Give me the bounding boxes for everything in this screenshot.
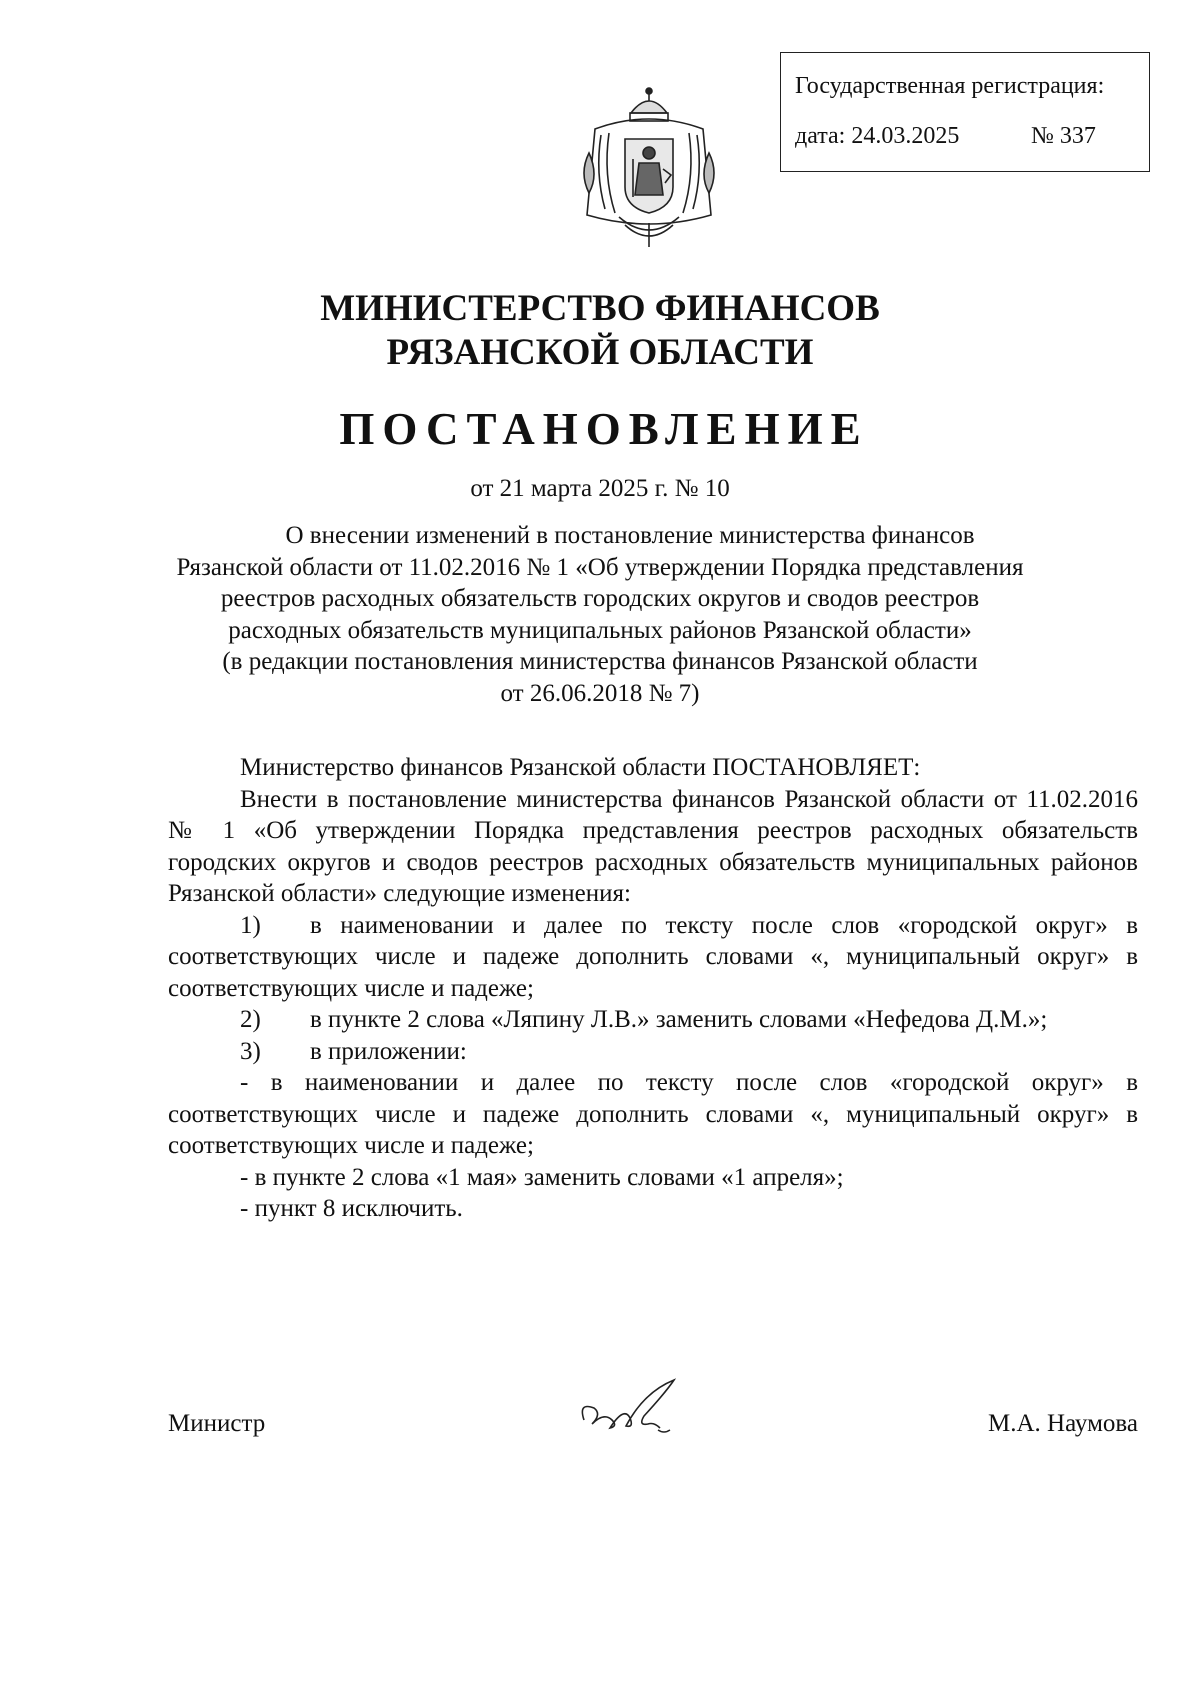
registration-stamp [780,52,1150,172]
signature-block [168,1410,1138,1470]
list-item-text: в наименовании и далее по тексту после слов «городской округ» в соответствующих числе и падеже дополнить словами «, муниципальный округ» в соответствующих числе и падеже; [168,911,1138,1002]
document-type: ПОСТАНОВЛЕНИЕ [339,404,869,454]
list-item [168,910,1138,1005]
registration-title: Государственная регистрация: [795,73,1105,99]
preamble: Министерство финансов Рязанской области ПОСТАНОВЛЯЕТ: [240,754,921,781]
sub-item: - в пункте 2 слова «1 мая» заменить словами «1 апреля»; [240,1163,844,1191]
list-item-text: в приложении: [310,1037,467,1065]
handwritten-signature [574,1372,684,1442]
document-body [168,752,1138,1225]
registration-number: № 337 [1031,123,1096,149]
intro-paragraph: Внести в постановление министерства финансов Рязанской области от 11.02.2016 № 1 «Об утверждении Порядка представления реестров расходных обязательств городских округов и сводов реестров расходных обязательств муниципальных районов Рязанской области» следующие изменения: [168,785,1138,907]
subject-line: Рязанской области от 11.02.2016 № 1 «Об утверждении Порядка представления [176,553,1024,581]
ministry-name [0,287,1200,375]
signatory-name: М.А. Наумова [988,1410,1138,1437]
list-item-number: 2) [240,1006,261,1033]
list-item-text: в пункте 2 слова «Ляпину Л.В.» заменить словами «Нефедова Д.М.»; [310,1006,1048,1033]
coat-of-arms-icon [575,83,723,251]
document-date: от 21 марта 2025 г. № 10 [470,475,730,502]
registration-date: дата: 24.03.2025 [795,123,960,149]
subject-line: реестров расходных обязательств городских округов и сводов реестров [220,585,980,612]
list-item [168,1036,1138,1068]
list-item [168,1004,1138,1036]
subject-line: (в редакции постановления министерства финансов Рязанской области [222,648,978,675]
document-subject [150,520,1050,709]
sub-item: - пункт 8 исключить. [240,1195,463,1222]
sub-item: - в наименовании и далее по тексту после слов «городской округ» в соответствующих числе и падеже дополнить словами «, муниципальный округ» в соответствующих числе и падеже; [168,1069,1138,1159]
ministry-name-line-1: МИНИСТЕРСТВО ФИНАНСОВ [320,288,880,329]
subject-line: от 26.06.2018 № 7) [500,679,700,707]
ministry-name-line-2: РЯЗАНСКОЙ ОБЛАСТИ [386,332,814,373]
subject-line: расходных обязательств муниципальных районов Рязанской области» [228,616,972,644]
subject-line: О внесении изменений в постановление министерства финансов [285,522,975,549]
signatory-role: Министр [168,1410,266,1437]
list-item-number: 1) [240,911,261,939]
list-item-number: 3) [240,1037,261,1065]
